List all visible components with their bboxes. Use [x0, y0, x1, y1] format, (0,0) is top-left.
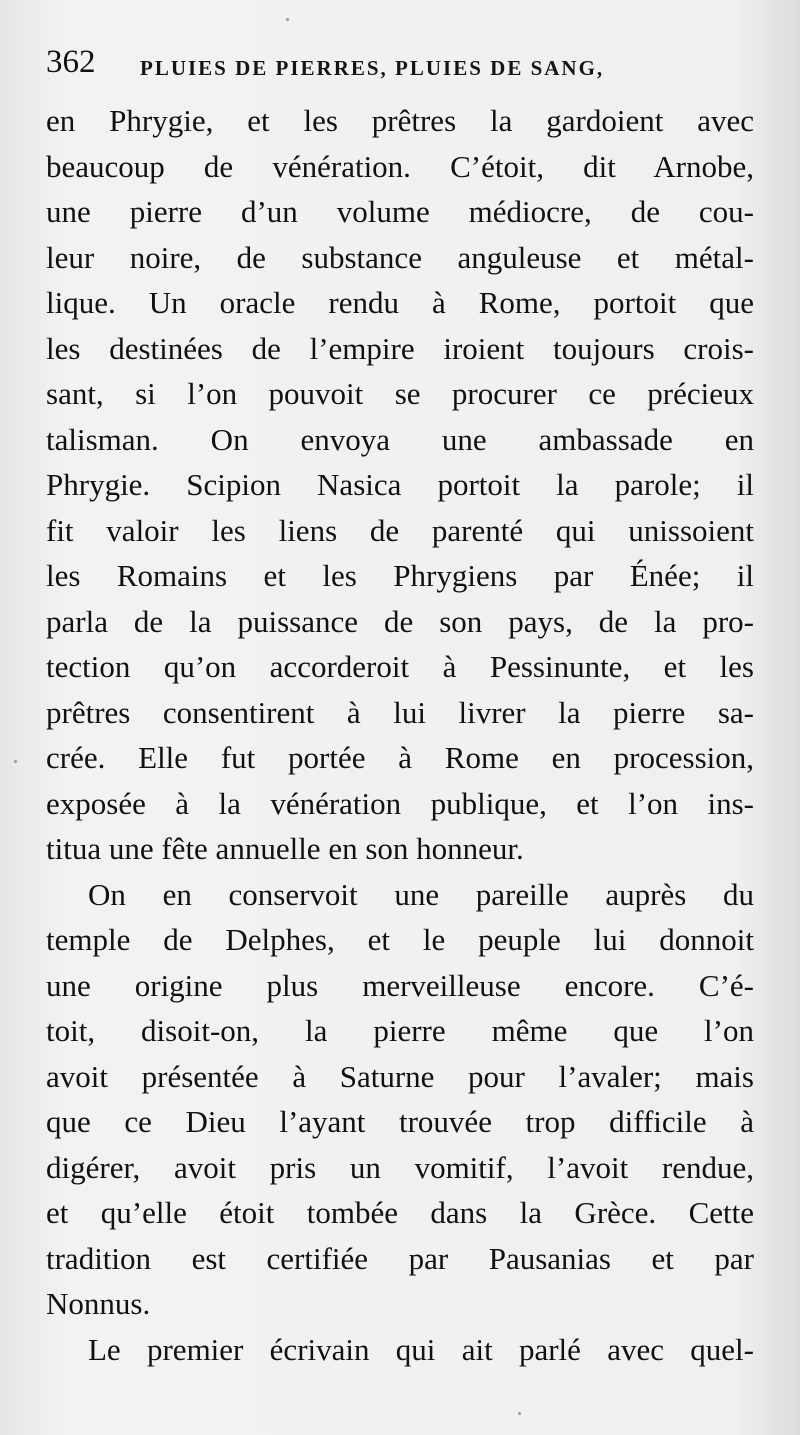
paper-speck — [286, 18, 289, 21]
text-line: titua une fête annuelle en son honneur. — [46, 831, 524, 866]
text-line: crée. Elle fut portée à Rome en procession, — [46, 740, 754, 775]
text-line: sant, si l’on pouvoit se procurer ce précieux — [46, 376, 754, 411]
text-line: exposée à la vénération publique, et l’on ins- — [46, 785, 754, 821]
text-line: talisman. On envoya une ambassade en — [46, 421, 754, 457]
text-line: Le premier écrivain qui ait parlé avec quel- — [88, 1331, 754, 1367]
text-line: une origine plus merveilleuse encore. C’é- — [46, 967, 754, 1003]
text-line: temple de Delphes, et le peuple lui donnoit — [46, 922, 754, 957]
text-line: tradition est certifiée par Pausanias et par — [46, 1240, 754, 1276]
text-line: digérer, avoit pris un vomitif, l’avoit rendue, — [46, 1149, 754, 1185]
text-line: Nonnus. — [46, 1286, 151, 1321]
text-line: les destinées de l’empire iroient toujours crois- — [46, 330, 754, 366]
body-text — [46, 98, 754, 1372]
text-line: avoit présentée à Saturne pour l’avaler; mais — [46, 1058, 754, 1094]
page-header — [46, 44, 746, 90]
text-line: et qu’elle étoit tombée dans la Grèce. Cette — [46, 1195, 754, 1230]
paper-speck — [14, 760, 17, 763]
text-line: lique. Un oracle rendu à Rome, portoit que — [46, 285, 754, 320]
paragraph — [46, 98, 754, 872]
text-line: leur noire, de substance anguleuse et métal- — [46, 239, 754, 275]
paragraph — [46, 872, 754, 1327]
text-line: toit, disoit-on, la pierre même que l’on — [46, 1013, 754, 1048]
page-number: 362 — [46, 44, 96, 80]
text-line: Phrygie. Scipion Nasica portoit la parole; il — [46, 467, 754, 502]
text-line: beaucoup de vénération. C’étoit, dit Arnobe, — [46, 148, 754, 184]
text-line: parla de la puissance de son pays, de la pro- — [46, 603, 754, 639]
text-line: tection qu’on accorderoit à Pessinunte, et les — [46, 649, 754, 684]
paragraph — [46, 1327, 754, 1373]
paper-speck — [518, 1412, 521, 1415]
text-line: que ce Dieu l’ayant trouvée trop difficile à — [46, 1104, 754, 1139]
running-head: PLUIES DE PIERRES, PLUIES DE SANG, — [140, 56, 605, 80]
text-line: prêtres consentirent à lui livrer la pierre sa- — [46, 694, 754, 730]
text-line: On en conservoit une pareille auprès du — [88, 876, 754, 912]
text-line: en Phrygie, et les prêtres la gardoient avec — [46, 103, 754, 138]
text-line: fit valoir les liens de parenté qui unissoient — [46, 512, 754, 548]
text-line: les Romains et les Phrygiens par Énée; il — [46, 558, 754, 593]
text-line: une pierre d’un volume médiocre, de cou- — [46, 194, 754, 229]
